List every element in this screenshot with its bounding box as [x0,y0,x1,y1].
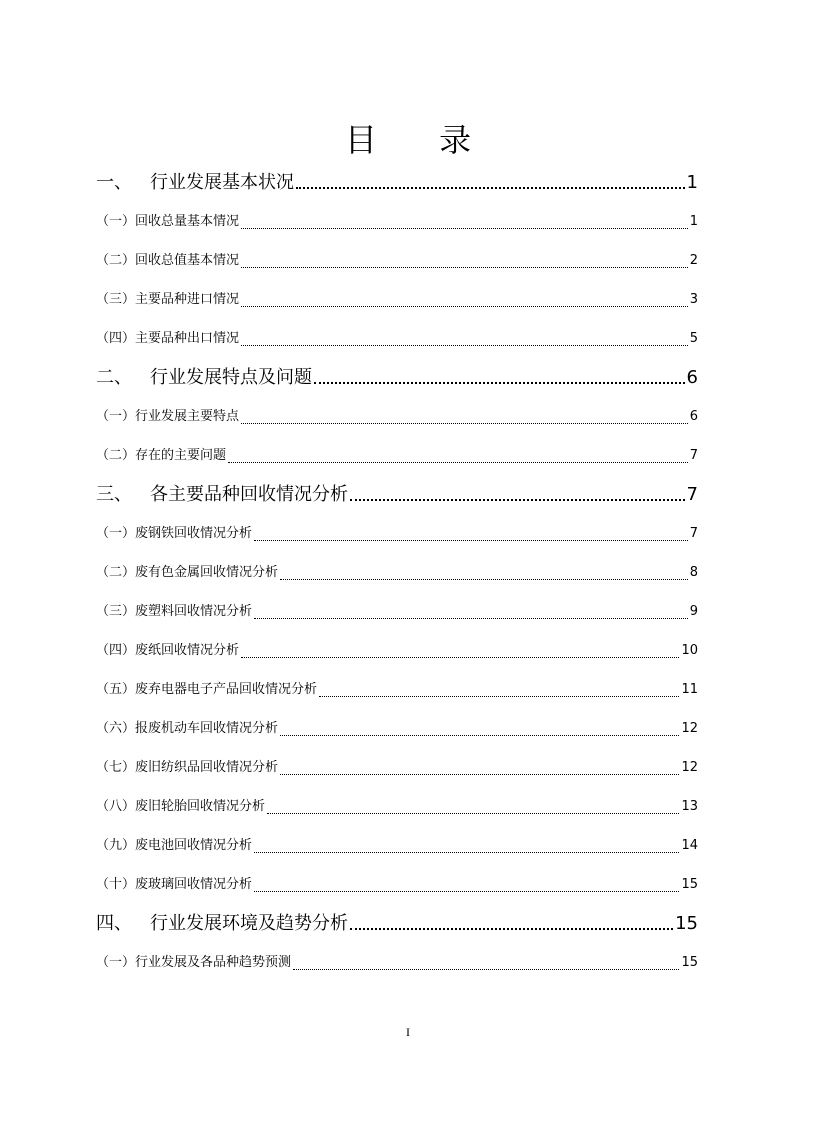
toc-dot-leader [254,617,688,619]
toc-dot-leader [293,968,679,970]
toc-entry-page-number: 15 [675,913,698,934]
toc-subsection-entry[interactable] [96,943,698,982]
toc-entry-label: （八）废旧轮胎回收情况分析 [96,799,266,814]
toc-entry-page-number: 10 [681,643,698,658]
toc-entry-number: 三、 [96,484,132,505]
toc-entry-page-number: 6 [686,367,698,388]
footer-page-number: I [406,1025,410,1039]
toc-dot-leader [241,656,679,658]
toc-entry-page-number: 12 [681,760,698,775]
toc-subsection-entry[interactable] [96,436,698,475]
toc-entry-page-number: 13 [681,799,698,814]
toc-entry-number: 一、 [96,172,132,193]
toc-subsection-entry[interactable] [96,592,698,631]
toc-dot-leader [241,422,688,424]
toc-entry-label: （一）行业发展主要特点 [96,409,240,424]
toc-subsection-entry[interactable] [96,202,698,241]
toc-entry-label: （七）废旧纺织品回收情况分析 [96,760,279,775]
toc-entry-label: （四）主要品种出口情况 [96,331,240,346]
toc-entry-page-number: 9 [689,604,698,619]
toc-subsection-entry[interactable] [96,280,698,319]
toc-dot-leader [254,539,688,541]
toc-dot-leader [241,266,688,268]
toc-entry-label: 行业发展特点及问题 [150,367,312,388]
toc-entry-number: 二、 [96,367,132,388]
toc-entry-page-number: 7 [689,448,698,463]
toc-entry-label: （十）废玻璃回收情况分析 [96,877,253,892]
toc-entry-page-number: 5 [689,331,698,346]
toc-subsection-entry[interactable] [96,709,698,748]
toc-subsection-entry[interactable] [96,670,698,709]
toc-entry-label: 行业发展环境及趋势分析 [150,913,348,934]
toc-subsection-entry[interactable] [96,241,698,280]
table-of-contents [96,163,698,982]
toc-dot-leader [296,186,685,189]
toc-dot-leader [319,695,679,697]
toc-dot-leader [350,927,673,930]
toc-entry-label: （一）回收总量基本情况 [96,214,240,229]
toc-entry-page-number: 15 [681,877,698,892]
toc-entry-page-number: 6 [689,409,698,424]
toc-entry-label: （一）废钢铁回收情况分析 [96,526,253,541]
toc-title: 目 录 [344,121,498,159]
toc-entry-number: 四、 [96,913,132,934]
toc-entry-page-number: 7 [686,484,698,505]
toc-subsection-entry[interactable] [96,631,698,670]
toc-entry-label: （六）报废机动车回收情况分析 [96,721,279,736]
toc-entry-page-number: 2 [689,253,698,268]
toc-entry-label: （二）废有色金属回收情况分析 [96,565,279,580]
toc-section-entry[interactable] [96,358,698,397]
toc-dot-leader [280,578,688,580]
toc-entry-label: （九）废电池回收情况分析 [96,838,253,853]
toc-entry-page-number: 1 [689,214,698,229]
toc-entry-page-number: 8 [689,565,698,580]
toc-dot-leader [241,344,688,346]
toc-subsection-entry[interactable] [96,397,698,436]
toc-dot-leader [280,734,679,736]
toc-entry-page-number: 15 [681,955,698,970]
toc-entry-label: （二）存在的主要问题 [96,448,227,463]
toc-dot-leader [350,498,685,501]
toc-entry-label: （五）废弃电器电子产品回收情况分析 [96,682,318,697]
toc-dot-leader [228,461,688,463]
toc-entry-label: 行业发展基本状况 [150,172,294,193]
toc-entry-page-number: 1 [686,172,698,193]
toc-dot-leader [241,305,688,307]
toc-entry-page-number: 3 [689,292,698,307]
toc-entry-page-number: 14 [681,838,698,853]
toc-dot-leader [280,773,679,775]
toc-subsection-entry[interactable] [96,826,698,865]
toc-subsection-entry[interactable] [96,748,698,787]
toc-entry-label: （三）废塑料回收情况分析 [96,604,253,619]
toc-subsection-entry[interactable] [96,865,698,904]
toc-dot-leader [254,890,679,892]
toc-dot-leader [241,227,688,229]
toc-subsection-entry[interactable] [96,787,698,826]
toc-entry-label: （一）行业发展及各品种趋势预测 [96,955,292,970]
toc-dot-leader [254,851,679,853]
toc-section-entry[interactable] [96,163,698,202]
toc-entry-label: 各主要品种回收情况分析 [150,484,348,505]
toc-entry-page-number: 12 [681,721,698,736]
toc-subsection-entry[interactable] [96,553,698,592]
toc-dot-leader [314,381,685,384]
toc-entry-label: （三）主要品种进口情况 [96,292,240,307]
toc-subsection-entry[interactable] [96,319,698,358]
toc-subsection-entry[interactable] [96,514,698,553]
toc-section-entry[interactable] [96,904,698,943]
toc-entry-page-number: 7 [689,526,698,541]
toc-entry-label: （二）回收总值基本情况 [96,253,240,268]
toc-entry-label: （四）废纸回收情况分析 [96,643,240,658]
toc-dot-leader [267,812,679,814]
toc-section-entry[interactable] [96,475,698,514]
toc-entry-page-number: 11 [681,682,698,697]
